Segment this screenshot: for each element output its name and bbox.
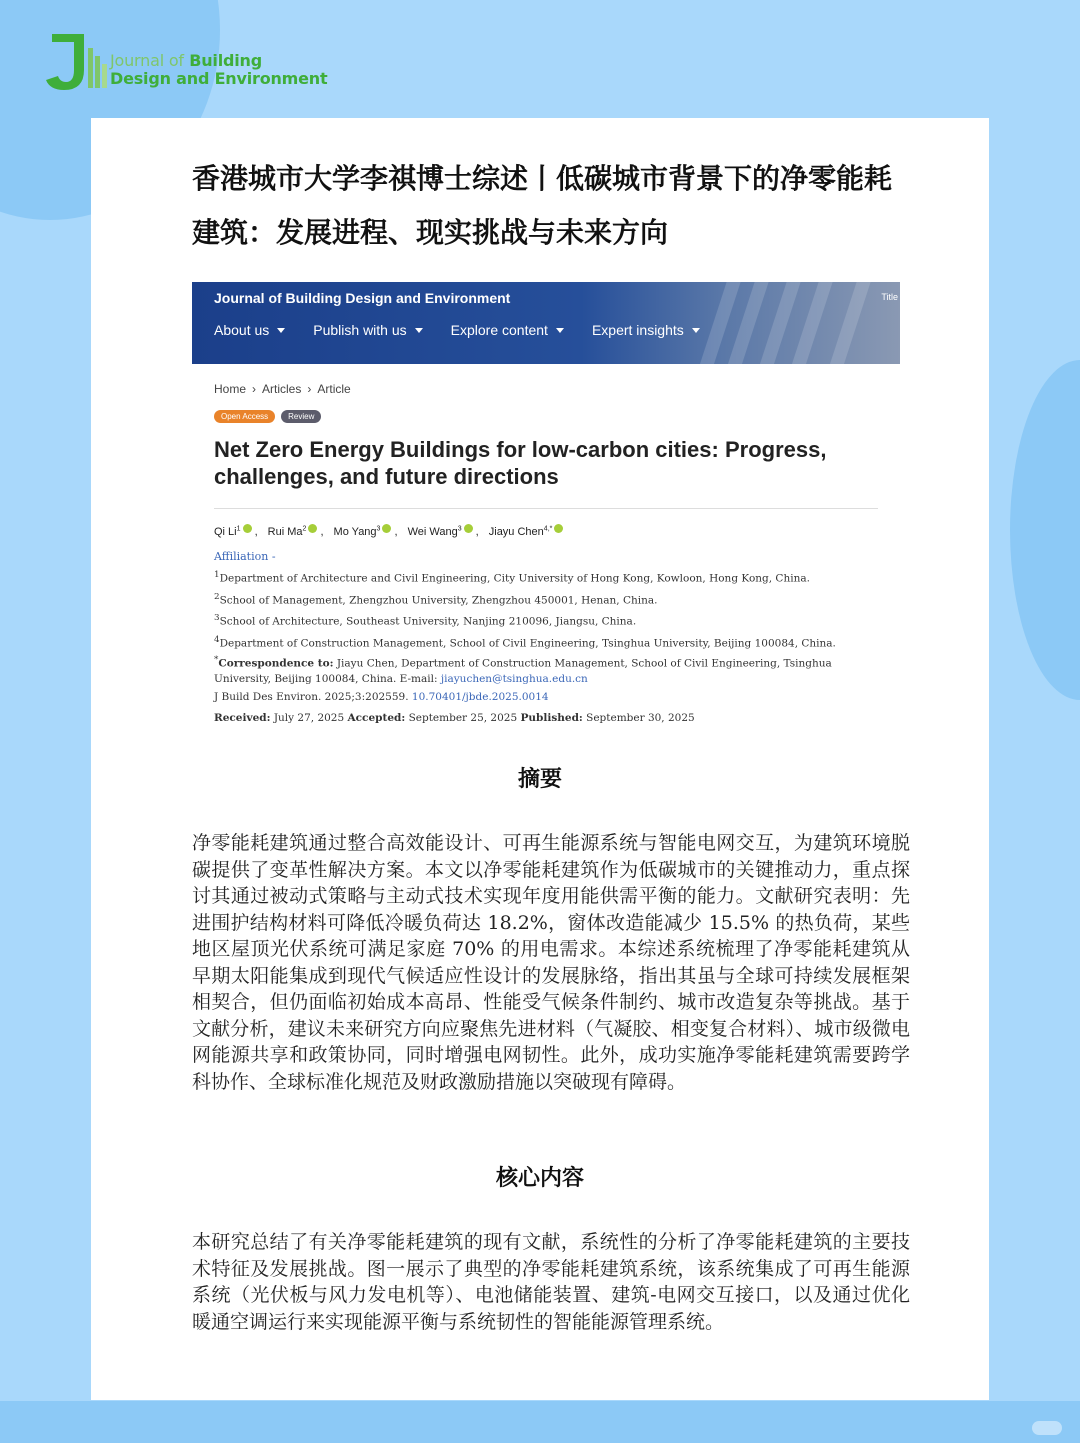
received-label: Received: [214, 712, 271, 724]
logo-line2: Design and Environment [110, 69, 328, 88]
bottom-band [0, 1401, 1080, 1443]
orcid-icon[interactable] [308, 524, 317, 533]
abstract-text: 净零能耗建筑通过整合高效能设计、可再生能源系统与智能电网交互，为建筑环境脱碳提供了变革性解决方案。本文以净零能耗建筑作为低碳城市的关键推动力，重点探讨其通过被动式策略与主动式技术实现年度用能供需平衡的能力。文献研究表明：先进围护结构材料可降低冷暖负荷达 18.2%，窗体改造能减少 15.5% 的热负荷，某些地区屋顶光伏系统可满足家庭 70% 的用电需求。本综述系统梳理了净零能耗建筑从早期太阳能集成到现代气候适应性设计的发展脉络，指出其虽与全球可持续发展框架相契合，但仍面临初始成本高昂、性能受气候条件制约、城市改造复杂等挑战。基于文献分析，建议未来研究方向应聚焦先进材料（气凝胶、相变复合材料）、城市级微电网能源共享和政策协同，同时增强电网韧性。此外，成功实施净零能耗建筑需要跨学科协作、全球标准化规范及财政激励措施以突破现有障碍。 [192, 832, 910, 1093]
author-name: Mo Yang [333, 526, 377, 538]
author-sup: 4,* [543, 525, 553, 533]
author[interactable]: Rui Ma$^2$ , [267, 525, 324, 538]
affiliation-sup: 1 [214, 570, 220, 580]
watermark-tag [1032, 1421, 1062, 1435]
orcid-icon[interactable] [382, 524, 391, 533]
nav-label: Expert insights [591, 322, 684, 338]
correspondence-sup: * [214, 655, 219, 665]
nav-publish-with-us[interactable] [313, 322, 422, 338]
logo-j-icon [44, 30, 108, 94]
correspondence-label: Correspondence to: [218, 657, 334, 670]
author-name: Wei Wang [407, 526, 458, 538]
background-circle-right [1010, 360, 1080, 700]
nav-label: Publish with us [313, 322, 407, 338]
affiliation-toggle[interactable]: Affiliation - [214, 550, 276, 563]
breadcrumb-articles[interactable]: Articles [262, 382, 302, 396]
nav-about-us[interactable] [214, 322, 285, 338]
affiliation-text: School of Architecture, Southeast University, Nanjing 210096, Jiangsu, China. [219, 615, 637, 628]
citation [214, 690, 854, 711]
chevron-down-icon [556, 328, 564, 333]
page-title: 香港城市大学李祺博士综述丨低碳城市背景下的净零能耗建筑：发展进程、现实挑战与未来方向 [192, 162, 893, 249]
article-card [91, 118, 989, 1400]
journal-header-banner [192, 282, 900, 364]
affiliation-text: Department of Architecture and Civil Engineering, City University of Hong Kong, Kowloon, Hong Kong, China. [219, 572, 810, 585]
divider [214, 508, 878, 509]
affiliation-item [214, 568, 854, 590]
author[interactable]: Mo Yang$^3$ , [333, 525, 398, 538]
author[interactable] [489, 524, 564, 538]
author-name: Jiayu Chen [488, 526, 544, 538]
accepted-date: September 25, 2025 [408, 712, 518, 724]
author-list [214, 524, 563, 538]
nav-label: Explore content [450, 322, 548, 338]
journal-logo [44, 30, 364, 94]
orcid-icon[interactable] [464, 524, 473, 533]
affiliation-item [214, 611, 854, 633]
doi-link[interactable]: 10.70401/jbde.2025.0014 [411, 691, 549, 703]
breadcrumb-home[interactable]: Home [214, 382, 247, 396]
journal-title[interactable]: Journal of Building Design and Environment [214, 290, 511, 306]
affiliation-item [214, 633, 854, 655]
affiliation-item [214, 590, 854, 612]
chevron-down-icon [692, 328, 700, 333]
core-content-text: 本研究总结了有关净零能耗建筑的现有文献，系统性的分析了净零能耗建筑的主要技术特征及发展挑战。图一展示了典型的净零能耗建筑系统，该系统集成了可再生能源系统（光伏板与风力发电机等）、电池储能装置、建筑-电网交互接口，以及通过优化暖通空调运行来实现能源平衡与系统韧性的智能能源管理系统。 [192, 1231, 910, 1333]
author-name: Rui Ma [267, 526, 303, 538]
orcid-icon[interactable] [243, 524, 252, 533]
article-badges [214, 410, 321, 423]
received-date: July 27, 2025 [273, 712, 345, 724]
breadcrumb-article: Article [317, 382, 351, 396]
journal-nav [214, 322, 700, 338]
nav-explore-content[interactable] [451, 322, 564, 338]
affiliation-sup: 3 [214, 613, 220, 623]
chevron-right-icon: › [307, 382, 312, 396]
header-side-label: Title [881, 292, 898, 302]
author[interactable]: Wei Wang$^3$ , [407, 525, 479, 538]
affiliation-sup: 4 [214, 634, 220, 645]
author-sup: 1 [236, 525, 241, 533]
logo-line1-bold: Building [189, 51, 262, 70]
open-access-badge: Open Access [214, 410, 275, 423]
article-screenshot [192, 282, 900, 736]
correspondence-text: Jiayu Chen, Department of Construction Management, School of Civil Engineering, Tsinghua University, Beijing 100084, China. E-mail: [214, 657, 832, 685]
nav-expert-insights[interactable] [592, 322, 700, 338]
chevron-down-icon [277, 328, 285, 333]
correspondence [214, 653, 854, 690]
logo-text [110, 52, 327, 88]
chevron-down-icon [415, 328, 423, 333]
published-label: Published: [520, 712, 583, 724]
correspondence-email[interactable]: jiayuchen@tsinghua.edu.cn [440, 672, 588, 685]
core-content-heading: 核心内容 [495, 1165, 584, 1191]
affiliation-text: Department of Construction Management, School of Civil Engineering, Tsinghua University, Beijing 100084, China. [219, 637, 836, 649]
orcid-icon[interactable] [554, 524, 563, 533]
review-badge: Review [281, 410, 321, 423]
author-name: Qi Li [214, 526, 237, 538]
citation-text: J Build Des Environ. 2025;3:202559. [214, 691, 409, 703]
abstract-heading: 摘要 [517, 766, 562, 792]
affiliation-sup: 2 [214, 591, 220, 602]
accepted-label: Accepted: [347, 712, 406, 724]
article-title: Net Zero Energy Buildings for low-carbon cities: Progress, challenges, and future directions [214, 437, 827, 489]
logo-line1-light: Journal of [110, 51, 184, 70]
chevron-right-icon: › [252, 382, 257, 396]
author-sup: 2 [302, 525, 307, 533]
affiliation-text: School of Management, Zhengzhou University, Zhengzhou 450001, Henan, China. [219, 594, 658, 606]
affiliations [214, 568, 854, 725]
author-sup: 3 [457, 525, 462, 533]
author[interactable]: Qi Li$^1$ , [214, 525, 258, 538]
article-dates [214, 711, 854, 725]
nav-label: About us [214, 322, 270, 338]
breadcrumb [214, 382, 351, 396]
published-date: September 30, 2025 [586, 712, 695, 724]
author-sup: 3 [376, 525, 381, 533]
